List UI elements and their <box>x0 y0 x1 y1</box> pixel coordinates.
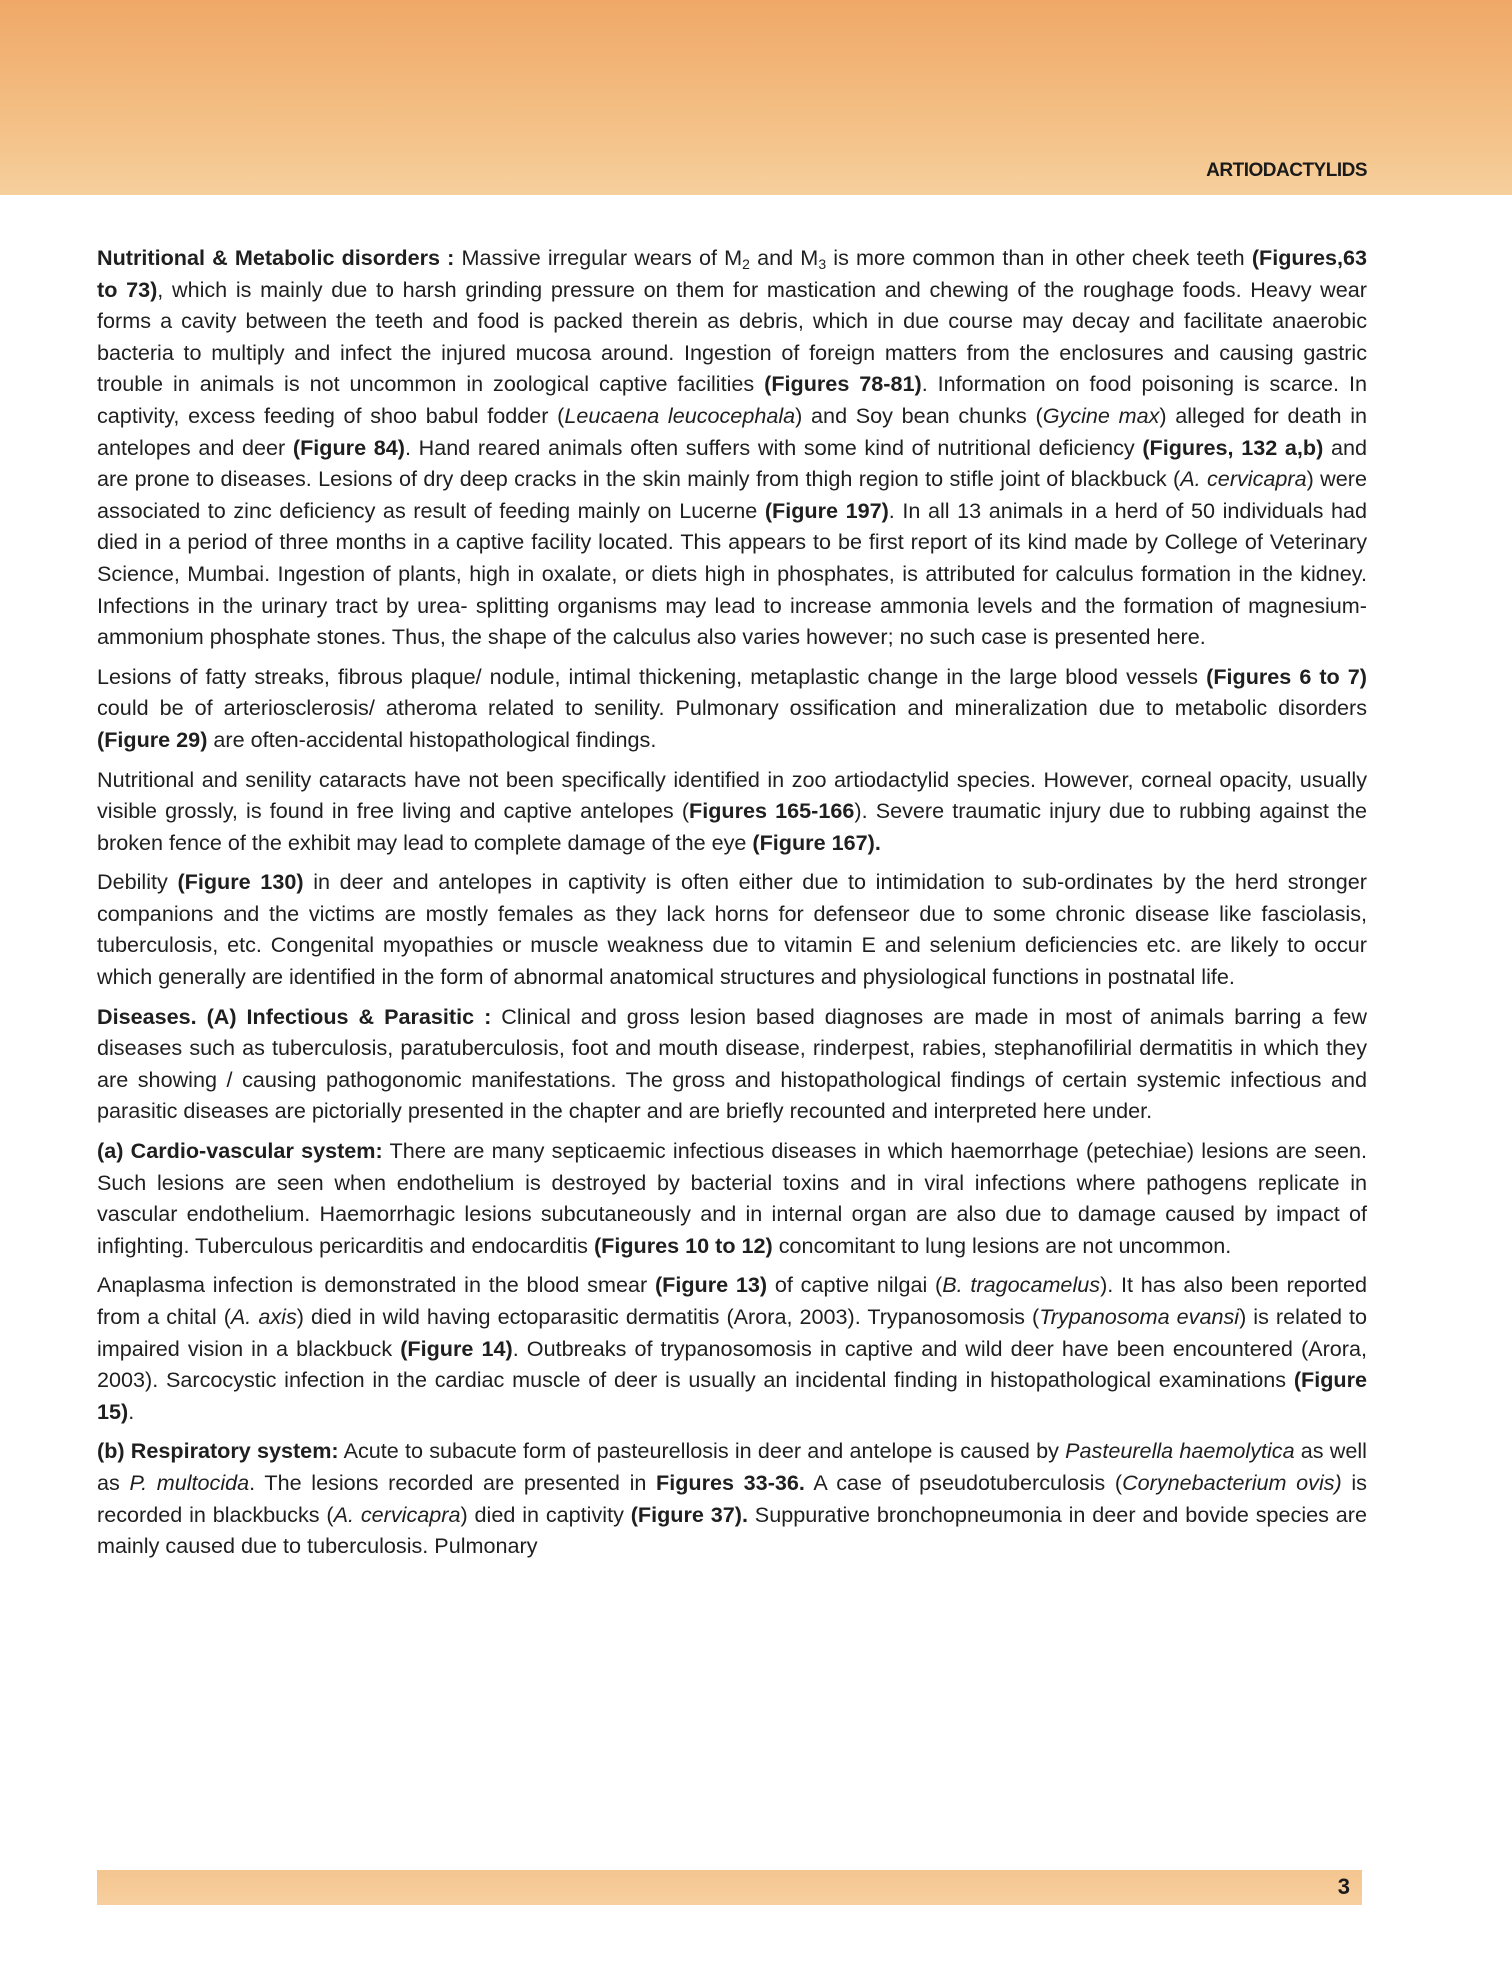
species-name: Leucaena leucocephala <box>564 402 796 428</box>
paragraph-anaplasma: Anaplasma infection is demonstrated in the blood smear (Figure 13) of captive nilgai (B. tragocamelus). It has also been reported from a chital (A. axis) died in wild having ectoparasitic dermatitis (Arora, 2003). Trypanosomosis (Trypanosoma evansi) is related to impaired vision in a blackbuck (Figure 14). Outbreaks of trypanosomosis in captive and wild deer have been encountered (Arora, 2003). Sarcocystic infection in the cardiac muscle of deer is usually an incidental finding in histopathological examinations (Figure 15). <box>97 1272 1368 1424</box>
figure-reference: (Figure 15) <box>97 1367 1367 1424</box>
species-name: A. cervicapra <box>1180 466 1307 492</box>
figure-reference: (Figures, 132 a,b) <box>1142 434 1324 460</box>
species-name: Pasteurella haemolytica <box>1065 1438 1295 1464</box>
species-name: Gycine max <box>1042 402 1160 428</box>
paragraph-lesions: Lesions of fatty streaks, fibrous plaque/ nodule, intimal thickening, metaplastic change in the large blood vessels (Figures 6 to 7) could be of arteriosclerosis/ atheroma related to senility. Pulmonary ossification and mineralization due to metabolic disorders (Figure 29) are often-accidental histopathological findings. <box>97 663 1367 752</box>
figure-reference: Figures 33-36. <box>656 1469 805 1495</box>
footer-band <box>97 1870 1362 1905</box>
section-heading: (b) Respiratory system: <box>97 1438 339 1464</box>
figure-reference: (Figure 84) <box>292 434 405 460</box>
figure-reference: Figures 165-166 <box>689 798 855 824</box>
paragraph-diseases: Diseases. (A) Infectious & Parasitic : Clinical and gross lesion based diagnoses are made in most of animals barring a few diseases such as tuberculosis, paratuberculosis, foot and mouth disease, rinderpest, rabies, stephanofilirial dermatitis in which they are showing / causing pathogonomic manifestations. The gross and histopathological findings of certain systemic infectious and parasitic diseases are pictorially presented in the chapter and are briefly recounted and interpreted here under. <box>97 1003 1367 1124</box>
species-name: B. tragocamelus <box>942 1272 1101 1298</box>
figure-reference: (Figures 6 to 7) <box>1206 663 1367 689</box>
figure-reference: (Figures 78-81) <box>764 371 922 397</box>
figure-reference: (Figures,63 to 73) <box>97 245 1368 302</box>
species-name: P. multocida <box>129 1469 250 1495</box>
figure-reference: (Figure 37). <box>630 1501 748 1527</box>
species-name: A. axis <box>230 1304 297 1329</box>
paragraph-respiratory: (b) Respiratory system: Acute to subacute form of pasteurellosis in deer and antelope is caused by Pasteurella haemolytica as well as P. multocida. The lesions recorded are presented in Figures 33-36. A case of pseudotuberculosis (Corynebacterium ovis) is recorded in blackbucks (A. cervicapra) died in captivity (Figure 37). Suppurative bronchopneumonia in deer and bovide species are mainly caused due to tuberculosis. Pulmonary <box>97 1438 1367 1559</box>
species-name: A. cervicapra <box>333 1501 461 1527</box>
figure-reference: (Figure 14) <box>400 1335 513 1361</box>
body-text <box>97 242 1367 1570</box>
species-name: Trypanosoma evansi <box>1039 1304 1240 1329</box>
figure-reference: (Figure 167). <box>752 829 881 855</box>
running-head: ARTIODACTYLIDS <box>1206 160 1367 181</box>
section-heading: Diseases. (A) Infectious & Parasitic : <box>97 1003 492 1029</box>
figure-reference: (Figure 130) <box>177 869 304 895</box>
figure-reference: (Figure 197) <box>764 497 889 523</box>
figure-reference: (Figure 13) <box>654 1272 768 1298</box>
section-heading: Nutritional & Metabolic disorders : <box>97 245 455 270</box>
paragraph-cataracts: Nutritional and senility cataracts have not been specifically identified in zoo artiodactylid species. However, corneal opacity, usually visible grossly, is found in free living and captive antelopes (Figures 165-166). Severe traumatic injury due to rubbing against the broken fence of the exhibit may lead to complete damage of the eye (Figure 167). <box>97 766 1367 855</box>
section-heading: (a) Cardio-vascular system: <box>97 1138 383 1164</box>
figure-reference: (Figure 29) <box>97 726 208 752</box>
figure-reference: (Figures 10 to 12) <box>593 1232 773 1258</box>
paragraph-cardio-vascular: (a) Cardio-vascular system: There are many septicaemic infectious diseases in which haemorrhage (petechiae) lesions are seen. Such lesions are seen when endothelium is destroyed by bacterial toxins and in viral infections where pathogens replicate in vascular endothelium. Haemorrhagic lesions subcutaneously and in internal organ are also due to damage caused by impact of infighting. Tuberculous pericarditis and endocarditis (Figures 10 to 12) concomitant to lung lesions are not uncommon. <box>97 1138 1367 1258</box>
paragraph-nutritional-metabolic: Nutritional & Metabolic disorders : Massive irregular wears of $M_2$ and $M_3$ is more common than in other cheek teeth (Figures,63 to 73), which is mainly due to harsh grinding pressure on them for mastication and chewing of the roughage foods. Heavy wear forms a cavity between the teeth and food is packed therein as debris, which in due course may decay and facilitate anaerobic bacteria to multiply and infect the injured mucosa around. Ingestion of foreign matters from the enclosures and causing gastric trouble in animals is not uncommon in zoological captive facilities (Figures 78-81). Information on food poisoning is scarce. In captivity, excess feeding of shoo babul fodder (Leucaena leucocephala) and Soy bean chunks (Gycine max) alleged for death in antelopes and deer (Figure 84). Hand reared animals often suffers with some kind of nutritional deficiency (Figures, 132 a,b) and are prone to diseases. Lesions of dry deep cracks in the skin mainly from thigh region to stifle joint of blackbuck (A. cervicapra) were associated to zinc deficiency as result of feeding mainly on Lucerne (Figure 197). In all 13 animals in a herd of 50 individuals had died in a period of three months in a captive facility located. This appears to be first report of its kind made by College of Veterinary Science, Mumbai. Ingestion of plants, high in oxalate, or diets high in phosphates, is attributed for calculus formation in the kidney. Infections in the urinary tract by urea- splitting organisms may lead to increase ammonia levels and the formation of magnesium-ammonium phosphate stones. Thus, the shape of the calculus also varies however; no such case is presented here. <box>97 245 1368 650</box>
paragraph-debility: Debility (Figure 130) in deer and antelopes in captivity is often either due to intimidation to sub-ordinates by the herd stronger companions and the victims are mostly females as they lack horns for defenseor due to some chronic disease like fasciolasis, tuberculosis, etc. Congenital myopathies or muscle weakness due to vitamin E and selenium deficiencies etc. are likely to occur which generally are identified in the form of abnormal anatomical structures and physiological functions in postnatal life. <box>97 869 1367 990</box>
species-name: Corynebacterium ovis) <box>1122 1469 1342 1495</box>
page-number: 3 <box>1337 1874 1350 1899</box>
